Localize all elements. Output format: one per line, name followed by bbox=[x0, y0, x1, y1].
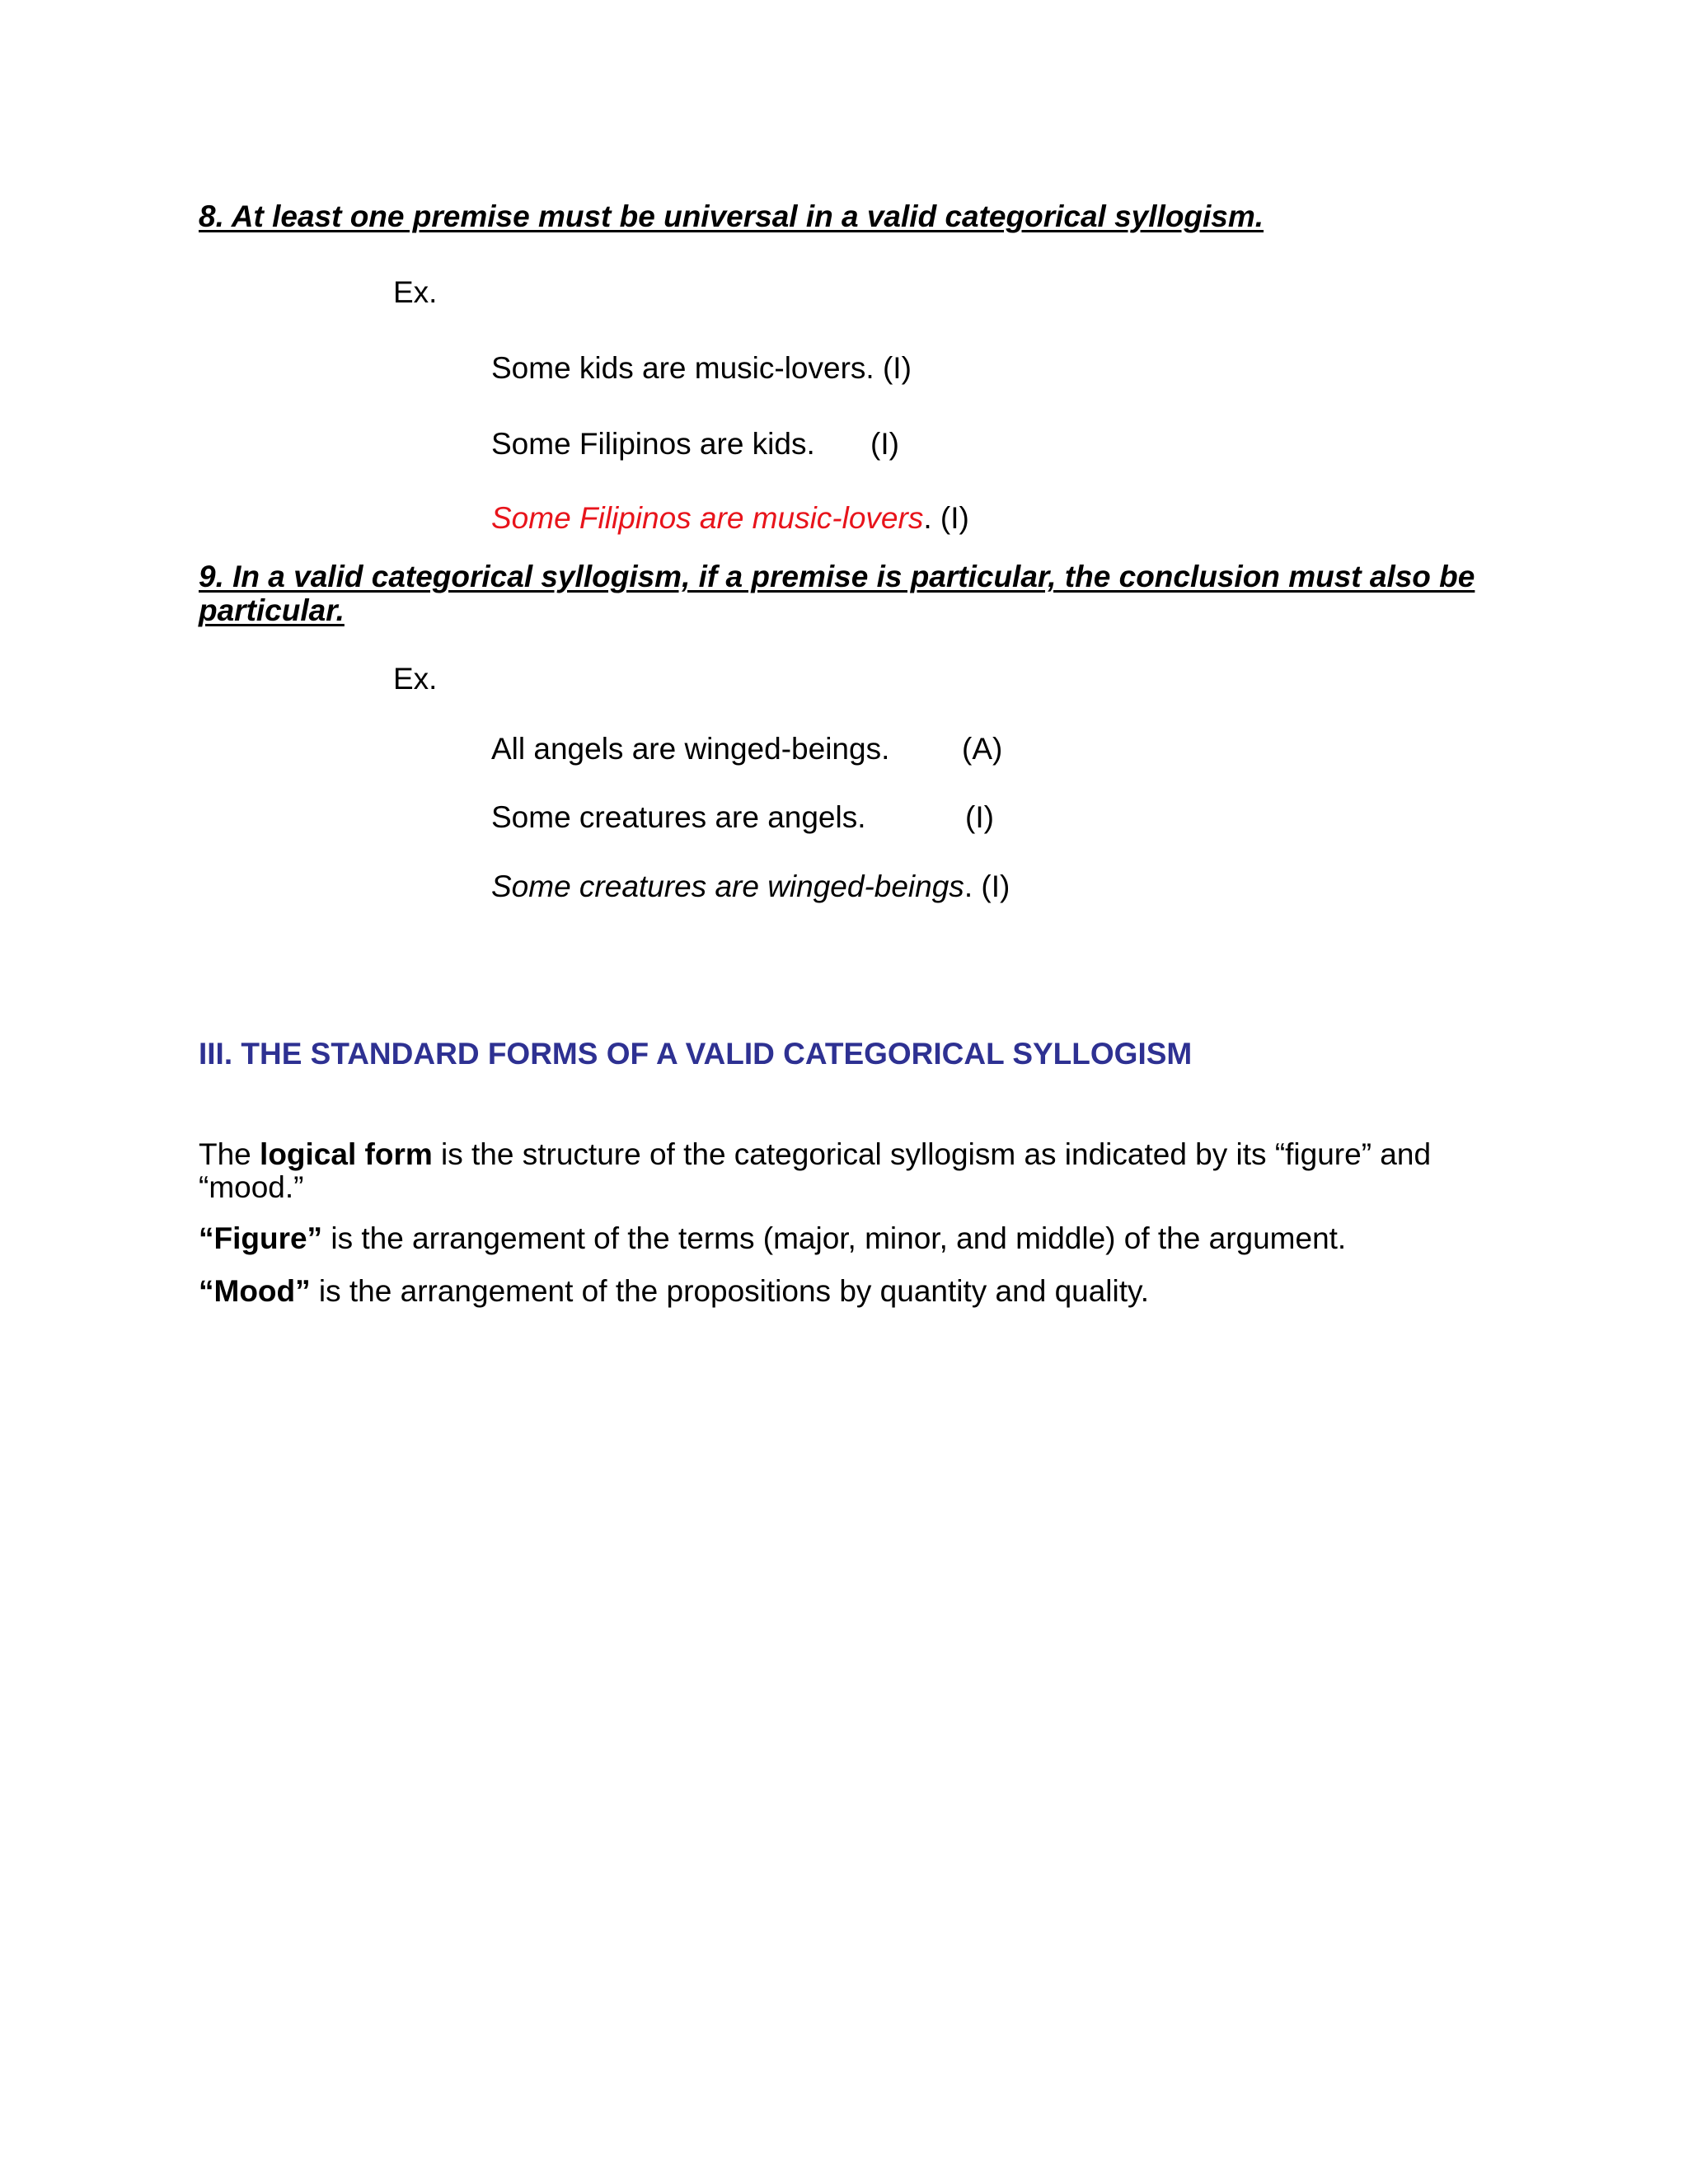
rule-9-example-label: Ex. bbox=[393, 662, 438, 696]
logical-form-definition: is the structure of the categorical syllogism as indicated by its “figure” and “mood.” bbox=[199, 1137, 1432, 1204]
rule-9-premise-1: All angels are winged-beings. bbox=[491, 732, 890, 766]
rule-9-premise-1-tag: (A) bbox=[962, 732, 1003, 766]
rule-8-example-label: Ex. bbox=[393, 275, 438, 309]
logical-form-lead: The bbox=[199, 1137, 260, 1171]
rule-9-premise-2: Some creatures are angels. bbox=[491, 800, 866, 834]
rule-9-conclusion-period: . bbox=[964, 869, 973, 903]
rule-9-heading: 9. In a valid categorical syllogism, if a premise is particular, the conclusion must also be particular. bbox=[199, 560, 1475, 627]
mood-term: “Mood” bbox=[199, 1274, 311, 1308]
figure-term: “Figure” bbox=[199, 1221, 323, 1255]
rule-9-premise-2-tag: (I) bbox=[965, 800, 994, 834]
rule-8-conclusion-period: . bbox=[923, 501, 932, 535]
rule-8-conclusion-text: Some Filipinos are music-lovers bbox=[491, 501, 924, 535]
rule-8-heading: 8. At least one premise must be universal in a valid categorical syllogism. bbox=[199, 199, 1264, 233]
rule-8-premise-2 bbox=[491, 427, 815, 462]
mood-paragraph bbox=[199, 1275, 1484, 1308]
rule-9-conclusion-tag: (I) bbox=[981, 869, 1010, 903]
rule-8-premise-1 bbox=[491, 351, 912, 386]
rule-8-conclusion-tag: (I) bbox=[940, 501, 969, 535]
rule-8-premise-2-text: Some Filipinos are kids. bbox=[491, 427, 815, 461]
rule-8-premise-1-tag: (I) bbox=[882, 351, 912, 385]
logical-form-paragraph bbox=[199, 1138, 1484, 1204]
figure-definition: is the arrangement of the terms (major, minor, and middle) of the argument. bbox=[322, 1221, 1347, 1255]
section-3-heading: III. THE STANDARD FORMS OF A VALID CATEGORICAL SYLLOGISM bbox=[199, 1037, 1193, 1071]
rule-8-conclusion bbox=[491, 501, 969, 536]
rule-9-conclusion-text: Some creatures are winged-beings bbox=[491, 869, 964, 903]
mood-definition: is the arrangement of the propositions by quantity and quality. bbox=[310, 1274, 1150, 1308]
rule-9-conclusion bbox=[491, 869, 1010, 904]
logical-form-term: logical form bbox=[260, 1137, 433, 1171]
rule-8-premise-1-text: Some kids are music-lovers. bbox=[491, 351, 874, 385]
rule-8-premise-2-tag: (I) bbox=[870, 427, 899, 461]
figure-paragraph bbox=[199, 1222, 1484, 1255]
